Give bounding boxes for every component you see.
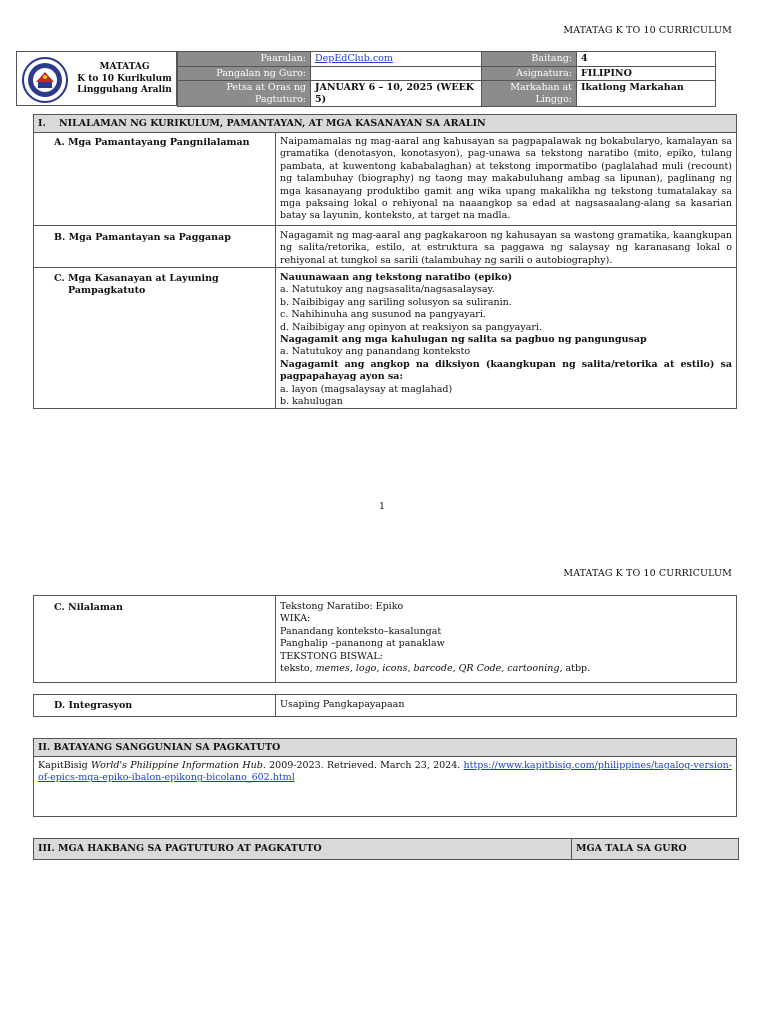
section-1-title: I. NILALAMAN NG KURIKULUM, PAMANTAYAN, AT MGA KASANAYAN SA ARALIN (33, 114, 737, 133)
title-line-1: MATATAG (99, 62, 150, 72)
section-3-title: III. MGA HAKBANG SA PAGTUTURO AT PAGKATUTO MGA TALA SA GURO (33, 838, 739, 860)
school-link[interactable]: DepEdClub.com (315, 53, 393, 64)
info-table (177, 51, 716, 107)
section-2-body (33, 756, 737, 817)
title-line-3: Lingguhang Aralin (77, 85, 172, 95)
guro-value (311, 66, 482, 81)
petsa-value: JANUARY 6 – 10, 2025 (WEEK 5) (311, 81, 482, 107)
notes-header: MGA TALA SA GURO (576, 843, 687, 854)
c-item-1d: d. Naibibigay ang opinyon at reaksiyon sa pangyayari. (280, 321, 542, 333)
row-nilalaman (33, 595, 737, 683)
baitang-value: 4 (577, 52, 716, 67)
nilalaman-line-5: TEKSTONG BISWAL: (280, 650, 383, 662)
row-c-label-1: C. Mga Kasanayan at Layuning (54, 273, 219, 284)
row-a-text: Naipamamalas ng mag-aaral ang kahusayan sa pagpapalawak ng bokabularyo, kamalayan sa gramatika (denotasyon, konotasyon), pag-unawa sa tekstong naratibo (mito, epiko, tulang pambata, at kuwentong kababalaghan) at tekstong impormatibo (paglalahad muli (recount) ng talambuhay (biography) ng taong may makabuluhang ambag sa lipunan), paglinang ng mga kasanayang produktibo gamit ang wika upang makalikha ng tekstong tumatalakay sa mga paksaing lokal o rehiyonal na naaangkop sa edad at nagsasaalang-alang sa kasarian batay sa layunin, konteksto, at target na madla. (280, 136, 732, 222)
c-head-2: Nagagamit ang mga kahulugan ng salita sa pagbuo ng pangungusap (280, 334, 647, 346)
c-head-3: Nagagamit ang angkop na diksiyon (kaangkupan ng salita/retorika at estilo) sa pagpapahayag ayon sa: (280, 358, 732, 383)
c-item-1c: c. Nahihinuha ang susunod na pangyayari. (280, 309, 486, 321)
c-item-3a: a. layon (magsalaysay at maglahad) (280, 383, 453, 395)
row-a (33, 132, 737, 226)
section-2-title: II. BATAYANG SANGGUNIAN SA PAGKATUTO (33, 738, 737, 757)
asignatura-label: Asignatura: (482, 66, 577, 81)
petsa-label: Petsa at Oras ng Pagtuturo: (178, 81, 311, 107)
c-item-1a: a. Natutukoy ang nagsasalita/nagsasalaysay. (280, 284, 495, 296)
deped-seal-icon (21, 56, 69, 104)
baitang-label: Baitang: (482, 52, 577, 67)
running-header: MATATAG K TO 10 CURRICULUM (563, 25, 732, 36)
row-b-label: B. Mga Pamantayan sa Pagganap (54, 232, 231, 243)
row-c-label-2: Pampagkatuto (68, 285, 146, 297)
row-b-text: Nagagamit ng mag-aaral ang pagkakaroon ng kahusayan sa wastong gramatika, kaangkupan ng salita/retorika, estilo, at estruktura sa paggawa ng salaysay ng karanasang lokal o rehiyonal at tungkol sa sarili (talambuhay ng sarili o autobiography). (280, 230, 732, 266)
nilalaman-line-4: Panghalip –pananong at panaklaw (280, 638, 445, 650)
integrasyon-label: D. Integrasyon (54, 700, 133, 711)
reference-text: KapitBisig World's Philippine Information Hub. 2009-2023. Retrieved. March 23, 2024. https://www.kapitbisig.com/philippines/tagalog-version-of-epics-mga-epiko-ibalon-epikong-bicolano_602.html (38, 760, 732, 784)
markahan-value: Ikatlong Markahan (577, 81, 716, 107)
row-c (33, 267, 737, 409)
row-a-label: A. Mga Pamantayang Pangnilalaman (54, 137, 250, 148)
title-line-2: K to 10 Kurikulum (77, 73, 172, 84)
nilalaman-line-2: WIKA: (280, 613, 311, 625)
title-block (16, 51, 177, 106)
paaralan-label: Paaralan: (178, 52, 311, 67)
integrasyon-value: Usaping Pangkapayapaan (280, 699, 405, 710)
nilalaman-line-1: Tekstong Naratibo: Epiko (280, 601, 404, 612)
c-head-1: Nauunawaan ang tekstong naratibo (epiko) (280, 272, 513, 283)
asignatura-value: FILIPINO (577, 66, 716, 81)
c-item-2a: a. Natutukoy ang panandang konteksto (280, 346, 471, 358)
c-item-1b: b. Naibibigay ang sariling solusyon sa suliranin. (280, 296, 512, 308)
reference-link[interactable]: https://www.kapitbisig.com/philippines/tagalog-version-of-epics-mga-epiko-ibalon-epikong-bicolano_602.html (38, 760, 732, 784)
paaralan-value (311, 52, 482, 67)
nilalaman-line-3: Panandang konteksto–kasalungat (280, 625, 442, 637)
markahan-label: Markahan at Linggo: (482, 81, 577, 107)
c-item-3b: b. kahulugan (280, 396, 343, 408)
row-b (33, 225, 737, 268)
nilalaman-label: C. Nilalaman (54, 602, 123, 613)
row-integrasyon (33, 694, 737, 717)
running-header-2: MATATAG K TO 10 CURRICULUM (563, 568, 732, 579)
nilalaman-line-6: teksto, memes, logo, icons, barcode, QR Code, cartooning, atbp. (280, 663, 591, 675)
page-number: 1 (379, 501, 386, 512)
guro-label: Pangalan ng Guro: (178, 66, 311, 81)
